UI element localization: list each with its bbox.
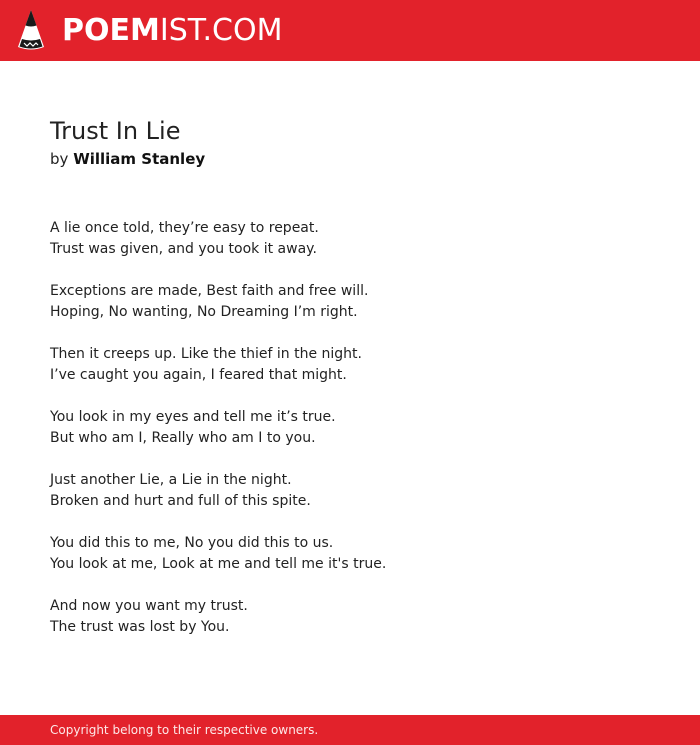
site-footer — [0, 715, 700, 745]
poem-line: Trust was given, and you took it away. — [50, 241, 317, 257]
poem-line: I’ve caught you again, I feared that might. — [50, 367, 347, 383]
poem-line: Exceptions are made, Best faith and free will. — [50, 283, 369, 299]
poem-stanza — [50, 218, 670, 260]
poem-line: But who am I, Really who am I to you. — [50, 430, 316, 446]
poem-line: You did this to me, No you did this to us. — [50, 535, 334, 551]
poem-stanza — [50, 470, 670, 512]
poem-byline — [50, 148, 205, 170]
author-link[interactable]: William Stanley — [73, 150, 206, 168]
poem-body — [50, 218, 670, 659]
logo-text-bold: POEM — [62, 13, 160, 48]
poem-line: And now you want my trust. — [50, 598, 248, 614]
poem-line: You look at me, Look at me and tell me it's true. — [50, 556, 387, 572]
pencil-tip-icon — [17, 9, 45, 51]
poem-line: Broken and hurt and full of this spite. — [50, 493, 311, 509]
poem-stanza — [50, 533, 670, 575]
site-header — [0, 0, 700, 61]
poem-stanza — [50, 281, 670, 323]
poem-title: Trust In Lie — [50, 117, 181, 145]
poem-line: A lie once told, they’re easy to repeat. — [50, 220, 319, 236]
byline-prefix: by — [50, 150, 69, 168]
copyright-text: Copyright belong to their respective owners. — [50, 723, 319, 737]
poem-line: Just another Lie, a Lie in the night. — [50, 472, 292, 488]
poem-stanza — [50, 596, 670, 638]
poem-stanza — [50, 407, 670, 449]
poem-stanza — [50, 344, 670, 386]
poem-line: You look in my eyes and tell me it’s true. — [50, 409, 336, 425]
poem-line: The trust was lost by You. — [50, 619, 230, 635]
site-logo-text — [62, 13, 282, 49]
poem-line: Hoping, No wanting, No Dreaming I’m right. — [50, 304, 358, 320]
logo-text-light: IST.COM — [159, 13, 283, 48]
poem-line: Then it creeps up. Like the thief in the night. — [50, 346, 362, 362]
